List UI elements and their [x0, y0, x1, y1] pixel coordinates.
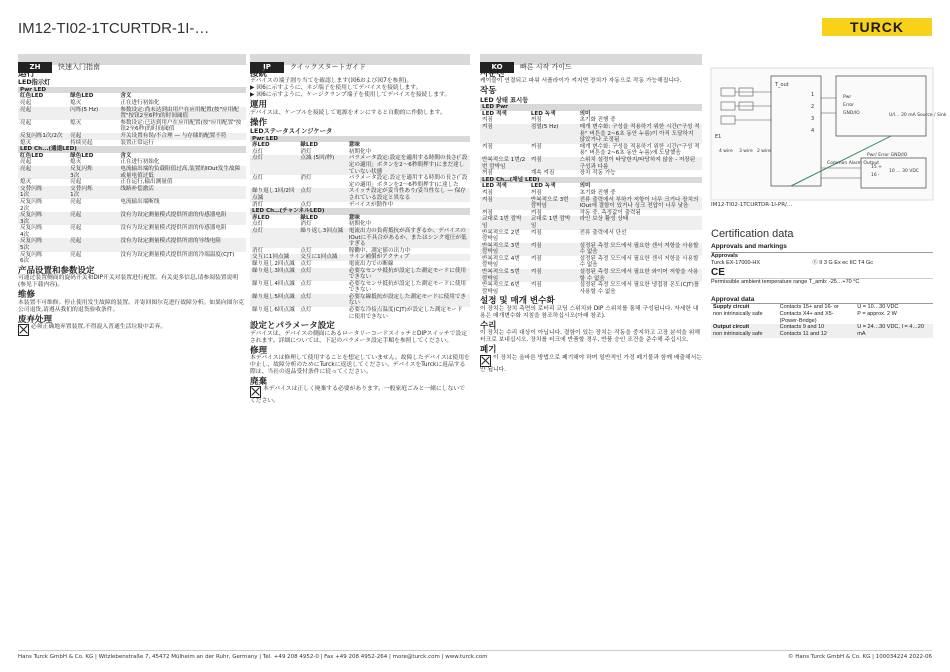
diagram-label: 10 … 30 VDC — [889, 169, 919, 174]
table-cell: 消灯 — [252, 247, 264, 254]
jp-connect-item: ▶ 図6に示すように、ケージクランプ端子を使用してデバイスを接続します。 — [250, 92, 451, 99]
table-cell: 電流出力での断線 — [348, 260, 394, 267]
crossed-bin-icon — [480, 355, 491, 367]
table-cell: 熄灭 — [70, 119, 82, 126]
table-cell: 点灯 — [252, 148, 264, 155]
zh-params-text: 可通过装置侧面的旋码开关和DIP开关对装置进行配置。有关更多信息,请参阅装置说明(参见下载内容)。 — [18, 275, 239, 289]
table-cell: 交互に1回点滅 — [298, 254, 346, 261]
table-cell: ライン補償がアクティブ — [347, 254, 470, 261]
table-cell: 消灯 — [252, 201, 264, 208]
table-cell: 繰り返し3回点滅 — [250, 268, 298, 281]
zh-disposal-title: 废弃处理 — [18, 314, 53, 325]
table-cell: 持续亮起 — [70, 139, 93, 146]
zh-column — [18, 68, 246, 336]
table-section-header: Pwr LED — [250, 136, 470, 143]
zh-label: 快速入门指南 — [58, 63, 100, 71]
table-cell: 반복적으로 5번 깜박임 — [480, 269, 529, 282]
table-cell: 초기화 진행 중 — [579, 117, 616, 124]
supply-sub: non intrinsically safe — [713, 310, 763, 317]
table-cell: 闪烁(5 Hz) — [68, 107, 118, 120]
table-cell: 稼働中、測定値の出力中 — [348, 247, 411, 254]
ambient-label: Permissible ambient temperature range T_amb: — [711, 279, 828, 285]
ko-led-label: LED 상태 표시등 — [480, 96, 529, 104]
col-header-red: 红色LED — [20, 93, 44, 100]
col-header-meaning: 含义 — [120, 93, 132, 100]
ce-mark: CE — [711, 267, 725, 278]
table-cell: 反复闪烁 3次 — [68, 166, 118, 179]
supply-label: Supply circuit — [713, 304, 750, 310]
jp-run-title: 操作 — [250, 117, 268, 128]
table-cell: 点灯 — [250, 155, 298, 175]
supply-values: U = 10…30 VDC P = approx. 2 W — [857, 304, 899, 317]
table-cell: 설정된 측정 모드에서 필요한 냉접점 온도(CJT)를 사용할 수 없음 — [579, 282, 700, 295]
table-row — [480, 190, 702, 197]
diagram-label: 3 wire — [739, 149, 753, 154]
jp-disposal-title: 廃棄 — [250, 377, 268, 388]
table-cell: 反复闪烁1次/2次 — [18, 133, 68, 140]
table-cell: 点灯 — [252, 175, 264, 182]
table-cell: 反复闪烁 2次 — [20, 198, 43, 212]
table-cell: 熄灭 — [70, 100, 82, 106]
table-row — [480, 197, 702, 210]
table-cell: 反复闪烁 5次 — [18, 238, 68, 251]
table-section-header: LED Ch...(通道LED) — [18, 146, 246, 153]
table-cell: 계속 켜짐 — [530, 170, 555, 177]
table-cell: 必要なセンサ抵抗が設定した測定モードに使用できない — [348, 280, 467, 294]
table-section-header: LED Ch…(チャンネルLED) — [250, 208, 470, 215]
table-cell: 켜짐 — [530, 209, 542, 216]
table-cell: 参数设定:已达到用户在应用配置(按"应用配置"按钮2至6秒)的时间阈值 — [120, 119, 242, 133]
table-cell: 线路补偿激活 — [118, 186, 246, 199]
table-cell: 繰り返し2回点滅 — [252, 260, 295, 267]
col-header-green: LED 녹색 — [530, 110, 556, 117]
ko-repair-text: 이 장치는 수리 대상이 아닙니다. 결함이 있는 장치는 작동을 중지하고 고장 분석을 위해 터크로 보내십시오. 장치를 터크에 반품할 경우, 반품 승인 조건을 준수해 주십시오. — [480, 330, 700, 344]
table-row — [18, 212, 246, 225]
table-cell: 没有为设定测量模式提供所需的传感器电阻 — [118, 212, 246, 225]
col-header-red: LED 적색 — [482, 183, 507, 190]
table-cell: 반복적으로 2번 깜박임 — [482, 229, 520, 243]
ko-ch-led-table — [480, 177, 702, 296]
turck-logo: TURCK — [822, 18, 932, 36]
table-row — [250, 175, 470, 188]
jp-label: クイックスタートガイド — [290, 63, 367, 71]
table-row — [480, 243, 702, 256]
table-cell: 正在运行,输出测量值 — [120, 179, 173, 186]
table-row — [250, 307, 470, 320]
ambient-value: -25…+70 °C — [828, 279, 860, 285]
table-cell: 매개 변수화: 구성을 적용하기 위한 시간("구성 적용" 버튼을 2~6초 동안 누름)에 도달했음 — [579, 143, 700, 157]
table-row — [18, 100, 246, 107]
output-sub: non intrinsically safe — [713, 331, 763, 338]
table-row — [18, 166, 246, 179]
table-row — [480, 124, 702, 144]
table-cell: 교대로 1번 깜박임 — [480, 216, 529, 229]
table-cell: 반복적으로 6번 깜박임 — [482, 282, 520, 295]
table-row — [250, 261, 470, 268]
ko-pwr-led-table — [480, 104, 702, 177]
table-cell: 没有为设定测量模式提供所需的冷端温度(CJT) — [120, 251, 235, 258]
table-cell: 点灯 — [298, 268, 346, 281]
table-cell: 参数设定:尚未达到由用户在应用配置(按"应用配置"按钮2至6秒)的时间阈值 — [118, 107, 246, 120]
table-cell: 正在进行初始化 — [120, 100, 160, 106]
table-cell: 꺼짐 — [530, 143, 542, 150]
table-cell: 장치 작동 가능 — [579, 170, 616, 177]
ko-repair-title: 수리 — [480, 320, 497, 331]
table-cell: 点滅 (5回/秒) — [298, 155, 346, 175]
table-cell: 설정된 측정 모드에서 필요한 센서 저항을 사용할 수 없음 — [578, 243, 702, 256]
table-cell: 初期化中 — [348, 148, 372, 155]
col-header-red: 赤LED — [252, 214, 270, 221]
cert-title: Certification data — [711, 228, 794, 240]
table-cell: 点灯 — [300, 307, 312, 314]
table-cell: 켜짐 — [529, 269, 578, 282]
zh-ch-led-table — [18, 146, 246, 265]
table-cell: 电流输出端断线 — [120, 198, 160, 205]
footer-divider — [18, 650, 932, 651]
table-cell: 繰り返し4回点滅 — [252, 280, 295, 287]
table-row — [480, 216, 702, 229]
ko-tag: KO — [480, 62, 514, 73]
document-title: IM12-TI02-1TCURTDR-1I-… — [18, 20, 210, 37]
table-cell: スイッチ設定が妥当性あり/妥当性なし — 保存されている設定と異なる — [347, 188, 470, 201]
table-row — [18, 238, 246, 251]
zh-operation-title: 运行 — [18, 69, 36, 79]
ko-params-text: 이 장치는 장치 측면의 로터리 코딩 스위치와 DIP 스위치를 통해 구성됩니다. 자세한 내용은 매개변수화 지침을 참조하십시오(아래 참조). — [480, 305, 699, 319]
col-header-green: 緑LED — [300, 214, 319, 221]
table-cell: 亮起 — [20, 159, 32, 166]
table-row — [480, 230, 702, 243]
ko-params-title: 설정 및 매개 변수화 — [480, 296, 555, 307]
jp-column — [250, 68, 470, 405]
approvals-title: Approvals and markings — [711, 243, 787, 250]
diagram-caption: IM12-TI02-1TCURTDR-1I-PR/… — [711, 202, 793, 208]
table-cell: 매개 변수화: 구성을 적용하기 위한 시간("구성 적용" 버튼을 2~6초 동안 누름)이 아직 도달하지 않았거나 조정됨 — [578, 124, 702, 144]
ko-section-header — [480, 54, 702, 71]
table-cell: 亮起 — [70, 198, 82, 205]
zh-params-title: 产品设置和参数设定 — [18, 265, 95, 276]
table-cell: 켜짐 — [530, 282, 542, 289]
table-cell: 전류 출력에서 단선 — [579, 229, 627, 236]
table-cell: 설정된 측정 모드에서 필요한 와이어 저항을 사용할 수 없음 — [578, 269, 702, 282]
diagram-label: 2 — [811, 104, 815, 110]
table-cell: 亮起 — [20, 119, 32, 126]
table-cell: 反复闪烁 4次 — [20, 225, 43, 238]
col-header-green: 緑LED — [300, 142, 319, 149]
jp-section-header — [250, 54, 470, 71]
table-section-header: Pwr LED — [18, 87, 246, 94]
table-cell: 初期化中 — [348, 221, 372, 228]
table-cell: 必要な冷接点温度(CJT)が設定した測定モードに使用できない — [348, 307, 463, 320]
table-cell: 繰り返し5回点滅 — [250, 294, 298, 307]
col-header-meaning: 意味 — [348, 142, 360, 149]
table-cell: 亮起 — [70, 251, 82, 258]
ko-label: 빠른 시작 가이드 — [520, 63, 572, 71]
table-cell: 꺼짐 — [482, 209, 493, 216]
jp-op-title: 運用 — [250, 100, 268, 111]
table-row — [18, 252, 246, 265]
table-cell: 亮起 — [68, 212, 118, 225]
table-cell: 켜짐 — [482, 117, 493, 124]
ko-op-text: 케이블이 연결되고 파워 서플라이가 켜지면 장치가 자동으로 작동 가능해집니다. — [480, 78, 682, 85]
table-cell: 交替闪烁 1次 — [68, 186, 118, 199]
table-cell: 亮起 — [70, 179, 82, 186]
jp-repair-text: 本デバイスは修理して使用することを想定していません。故障したデバイスは使用を中止し、故障分析のためにTurckに返送してください。デバイスをTurckに返品する際は、当社の返品受付条件に従ってください。 — [250, 355, 470, 376]
table-cell: 点灯 — [252, 221, 264, 228]
table-row — [250, 188, 470, 201]
table-row — [18, 186, 246, 199]
col-header-green: 绿色LED — [70, 93, 94, 100]
diagram-label: 16 - — [871, 173, 880, 178]
col-header-red: 红色LED — [20, 152, 44, 159]
table-cell: 꺼짐 — [530, 189, 542, 196]
table-row — [250, 155, 470, 175]
table-cell: 必要なセンサ抵抗が設定した測定モードに使用できない — [347, 268, 470, 281]
table-cell: 꺼짐 — [530, 117, 542, 124]
diagram-label: U/I… 20 mA Source / Sink — [889, 113, 947, 118]
table-row — [250, 294, 470, 307]
table-cell: 켜짐 — [480, 197, 529, 210]
ko-disposal-title: 폐기 — [480, 345, 497, 356]
table-cell: 亮起 — [18, 166, 68, 179]
table-cell: 켜짐 — [530, 229, 542, 236]
jp-repair-title: 修理 — [250, 345, 268, 356]
output-contacts: Contacts 9 and 10 Contacts 11 and 12 — [778, 324, 856, 338]
diagram-label: Error — [843, 103, 854, 108]
col-header-red: LED 적색 — [482, 110, 507, 117]
col-header-red: 赤LED — [252, 142, 270, 149]
col-header-meaning: 의미 — [579, 110, 591, 117]
col-header-green: LED 녹색 — [530, 183, 556, 190]
table-cell: 켜짐 — [482, 189, 493, 196]
table-row — [480, 144, 702, 157]
output-label: Output circuit — [713, 324, 750, 331]
certification-section — [711, 228, 933, 338]
table-cell: 消灯 — [300, 221, 312, 228]
table-row — [480, 170, 702, 177]
table-cell: 켜짐 — [530, 255, 542, 262]
approvals-value: Turck EX-17000-HX — [711, 260, 761, 266]
table-cell: 電流出力の負荷抵抗が高すぎるか、デバイスのIOutに不具合があるか、またはシンク電圧が低すぎる — [347, 228, 470, 248]
jp-params-text: デバイスは、デバイスの側面にあるロータリーコードスイッチとDIPスイッチで設定されます。詳細については、下記のパラメータ設定手順を参照してください。 — [250, 330, 468, 344]
table-cell: 反复闪烁 6次 — [20, 251, 43, 265]
table-row — [18, 120, 246, 133]
diagram-label: E1 — [715, 134, 722, 140]
crossed-bin-icon — [250, 386, 261, 398]
table-cell: 반복적으로 4번 깜박임 — [482, 255, 520, 269]
table-row — [480, 256, 702, 269]
jp-params-title: 設定とパラメータ設定 — [250, 321, 335, 332]
jp-connect-text: デバイスの端子割り当てを確認します(図6および図7を参照)。 — [250, 78, 413, 85]
approval-data-title: Approval data — [711, 296, 755, 303]
table-cell: 正在进行初始化 — [120, 159, 160, 166]
table-row — [250, 228, 470, 248]
diagram-label: T_out — [775, 82, 789, 88]
table-cell: 消灯 — [300, 175, 312, 182]
col-header-meaning: 含义 — [120, 152, 132, 159]
table-cell: 必要な線抵抗が設定した測定モードに使用できない — [347, 294, 470, 307]
jp-op-text: デバイスは、ケーブルを接続して電源をオンにすると自動的に作動します。 — [250, 109, 446, 116]
table-row — [480, 269, 702, 282]
zh-led-label: LED指示灯 — [18, 79, 51, 87]
ex-mark: Ⓔ II 3 G Ex ec IIC T4 Gc — [812, 260, 873, 266]
table-cell: 繰り返し6回点滅 — [252, 307, 295, 314]
table-cell: 点灯 — [298, 188, 346, 201]
table-cell: 没有为设定测量模式提供所需的导线电阻 — [118, 238, 246, 251]
table-cell: 消灯 — [300, 148, 312, 155]
col-header-meaning: 意味 — [348, 214, 360, 221]
table-cell: 켜짐 — [529, 157, 578, 170]
supply-contacts: Contacts 15+ and 16- or Contacts X4+ and X5- (Power-Bridge) — [779, 304, 839, 324]
table-cell: 점멸(5 Hz) — [529, 124, 578, 144]
table-row — [18, 199, 246, 212]
table-row — [18, 225, 246, 238]
table-cell: 点灯 — [298, 294, 346, 307]
table-cell: 点灯 — [300, 201, 312, 208]
table-cell: 繰り返し3回点滅 — [298, 228, 346, 248]
ko-disposal-text: 이 장치는 올바른 방법으로 폐기해야 하며 일반적인 가정 폐기물과 함께 배출해서는 안 됩니다. — [480, 354, 702, 373]
footer-copyright: © Hans Turck GmbH & Co. KG | 100034224 2022-06 — [787, 654, 932, 660]
table-cell: 开关设置有误/不合理 — 与存储的配置不符 — [118, 133, 246, 140]
jp-pwr-led-table — [250, 136, 470, 209]
diagram-label: 2 wire — [757, 149, 771, 154]
table-cell: 전류 출력에서 부하가 저항이 너무 크거나 장치의 IOut에 결함이 있거나 싱크 전압이 너무 낮음 — [578, 197, 702, 210]
table-cell: 交替闪烁 1次 — [18, 186, 68, 199]
table-row — [18, 159, 246, 166]
table-cell: 点灯 — [300, 247, 312, 254]
jp-connect-item: ▶ 図6に示すように、ネジ端子を使用してデバイスを接続します。 — [250, 85, 422, 92]
table-row — [18, 107, 246, 120]
col-header-meaning: 의미 — [579, 183, 591, 190]
table-cell: 반복적으로 3번 깜박임 — [529, 197, 578, 210]
table-cell: 반복적으로 1번/2번 깜박임 — [480, 157, 529, 170]
table-row — [250, 268, 470, 281]
table-cell: デバイスが動作中 — [348, 201, 394, 208]
jp-tag: JP — [250, 62, 284, 73]
table-cell: 点灯 — [300, 260, 312, 267]
table-cell: 点灯 — [250, 228, 298, 248]
zh-disposal-text: 必须正确地弃置装置,不得混入普通生活垃圾中丢弃。 — [31, 324, 167, 331]
table-cell: 켜짐 — [482, 143, 493, 150]
table-cell: 亮起 — [68, 133, 118, 140]
table-cell: 熄灭 — [20, 139, 32, 146]
diagram-label: 15 + — [871, 165, 882, 170]
diagram-label: Pwr — [843, 95, 852, 100]
zh-tag: ZH — [18, 62, 52, 73]
table-cell: 반복적으로 3번 깜박임 — [480, 243, 529, 256]
diagram-label: 1 — [811, 92, 815, 98]
table-cell: 亮起 — [18, 107, 68, 120]
ko-op-title: 시운전 — [480, 69, 505, 79]
table-cell: 라인 보상 활성 상태 — [578, 216, 702, 229]
table-cell: 熄灭 — [70, 159, 82, 166]
table-section-header: LED Pwr — [480, 104, 702, 111]
table-cell: 装置正常运行 — [120, 139, 154, 146]
table-row — [18, 179, 246, 186]
zh-section-header — [18, 54, 246, 71]
table-cell: 설정된 측정 모드에서 필요한 센서 저항을 사용할 수 없음 — [579, 255, 699, 269]
table-cell: 작동 중, 측정값이 출력됨 — [579, 209, 641, 216]
table-row — [250, 221, 470, 228]
table-cell: 亮起 — [20, 100, 32, 106]
table-row — [480, 282, 702, 295]
diagram-label: 4 wire — [719, 149, 733, 154]
col-header-green: 绿色LED — [70, 152, 94, 159]
jp-connect-title: 接続 — [250, 69, 268, 79]
crossed-bin-icon — [18, 324, 29, 336]
table-cell: 켜짐 — [480, 124, 529, 144]
table-cell: 反复闪烁 3次 — [18, 212, 68, 225]
table-row — [250, 254, 470, 261]
zh-pwr-led-table — [18, 87, 246, 146]
table-cell: 熄灭 — [20, 179, 32, 186]
table-cell: 교대로 1번 깜박임 — [529, 216, 578, 229]
table-cell: 스위치 설정이 타당한지/타당하지 않음 - 저장된 구성과 다름 — [578, 157, 702, 170]
table-cell: 没有为设定测量模式提供所需的传感器电阻 — [120, 225, 227, 232]
table-cell: 点灯 — [300, 280, 312, 287]
table-cell: 电流输出端的负载阻值过高,装置的IOut发生故障或量电值过低 — [118, 166, 246, 179]
ko-column — [480, 68, 702, 374]
approvals-label: Approvals — [711, 253, 738, 259]
jp-led-label: LEDステータスインジケータ — [250, 128, 333, 136]
approval-data-table — [711, 303, 933, 338]
diagram-label: Pwr/ Error GND/IO — [867, 153, 908, 158]
table-section-header: LED Ch…(채널 LED) — [480, 177, 702, 184]
zh-repair-title: 维修 — [18, 290, 36, 301]
diagram-label: 4 — [811, 128, 815, 134]
diagram-label: GND/IO — [843, 111, 860, 116]
table-row — [250, 281, 470, 294]
jp-ch-led-table — [250, 208, 470, 320]
ko-run-title: 작동 — [480, 86, 497, 97]
diagram-label: 3 — [811, 116, 815, 122]
diagram-label: Common Alarm Output — [827, 161, 880, 166]
table-cell: 亮起 — [68, 238, 118, 251]
zh-repair-text: 本装置不可维修。停止使用发生故障的装置。并寄回图尔克进行故障分析。如果向图尔克公司退货,请遵从我们的退货验收条件。 — [18, 299, 245, 313]
jp-disposal-text: 本デバイスは正しく廃棄する必要があります。一般家庭ごみと一緒にしないでください。 — [250, 386, 466, 405]
table-cell: パラメータ設定:設定を適用する時間の長さ(「設定の適用」ボタンを2〜6秒間押す)にまだ達していない状態 — [347, 155, 470, 175]
table-cell: 亮起 — [70, 225, 82, 232]
footer-address: Hans Turck GmbH & Co. KG | Witzlebenstraße 7, 45472 Mülheim an der Ruhr, Germany | Tel. +49 208 4952-0 | Fax +49 208 4952-264 | more@turck.com | www.turck.com — [18, 654, 488, 660]
table-cell: 켜짐 — [529, 243, 578, 256]
table-cell: パラメータ設定:設定を適用する時間の長さ(「設定の適用」ボタンを2〜6秒間押す)に達した — [348, 175, 468, 188]
table-cell: 초기화 진행 중 — [579, 189, 616, 196]
table-cell: 交互に1回点滅 — [250, 254, 298, 261]
table-cell: 繰り返し1回/2回点滅 — [250, 188, 298, 201]
output-values: U = 24…30 VDC, I = 4…20 mA — [855, 324, 933, 338]
table-row — [480, 117, 702, 124]
table-row — [18, 133, 246, 140]
table-cell: 꺼짐 — [482, 170, 493, 177]
table-row — [480, 157, 702, 170]
wiring-diagram — [711, 68, 947, 200]
